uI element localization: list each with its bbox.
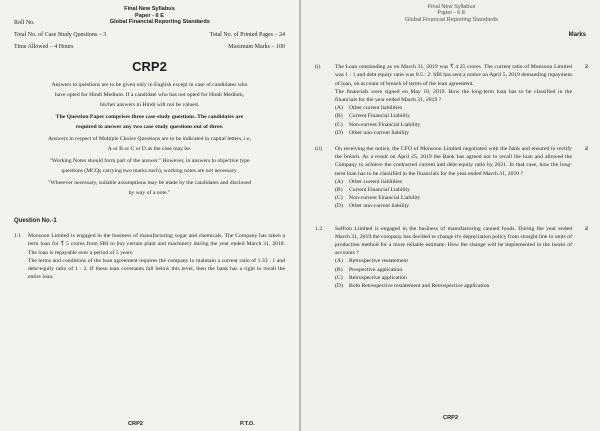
- left-page: [0, 0, 299, 431]
- question-paragraph: The Loan outstanding as on March 31, 2019 was ₹ 4.25 crores. The current ratio of Monsoon Limited was 1 : 1 and debt equity ratio was 0.5 : 2. SBI has sent a notice on April 5, 2019 demanding repayment of loan, on account of breach of terms of the loan agreement.: [335, 64, 572, 87]
- pto-label: P.T.O.: [240, 421, 255, 427]
- option-b: (B) Current Financial Liability: [335, 113, 410, 120]
- paper-header: [14, 6, 285, 19]
- option-a: (A) Other current liabilities: [335, 178, 403, 185]
- time-row: [14, 43, 285, 51]
- syllabus-label: Final New Syllabus: [124, 6, 175, 12]
- paper-number: Paper - 6 E: [437, 10, 466, 17]
- option-c: (C) Non-current Financial Liability: [335, 121, 421, 128]
- option-a: (A) Other current liabilities: [335, 105, 403, 112]
- marks-value: 2: [585, 64, 588, 71]
- mcq-instruction-1: Answers in respect of Multiple Choice Questions are to be indicated in capital letters, i.e,: [48, 136, 251, 143]
- footer-code: CRP2: [128, 421, 143, 427]
- marks-value: 2: [585, 225, 588, 232]
- question-1-1: [14, 232, 285, 281]
- question-paragraph: Monsoon Limited is engaged in the business of manufacturing sugar and chemicals. The Company has taken a term loan for ₹ 5 crores from SBI to buy certain plant and machinery during the year ended March 31, 2018. The loan is repayable over a period of 5 years.: [28, 233, 285, 256]
- mcq-instruction-2: A or B or C or D as the case may be.: [107, 146, 192, 153]
- option-b: (B) Current Financial Liability: [335, 187, 410, 194]
- sub-question-number: 1.2: [315, 225, 323, 232]
- marks-column-label: Marks: [568, 32, 586, 38]
- language-instruction-1: Answers to questions are to be given only in English except in case of candidates who: [51, 82, 248, 89]
- question-paragraph: The financials were signed on May 10, 2019. How the long-term loan has to be classified in the financials for the year ended March 31, 2019 ?: [335, 88, 572, 104]
- working-notes-1: "Working Notes should form part of the answer." However, in answers to objective type: [49, 158, 250, 165]
- paper-code: CRP2: [132, 59, 167, 75]
- sub-question-number: (ii): [315, 146, 322, 153]
- question-title: Question No.-1: [14, 218, 57, 225]
- working-notes-2: questions (MCQs carrying two marks each), working notes are not necessary.: [61, 168, 238, 175]
- option-d: (D) Both Retrospective restatement and Retrospective application: [335, 283, 490, 290]
- footer-code: CRP2: [443, 415, 458, 421]
- paper-subject: Global Financial Reporting Standards: [405, 16, 498, 23]
- right-footer: [301, 415, 600, 421]
- option-c: (C) Retrospective application: [335, 274, 407, 281]
- option-c: (C) Non-current Financial Liability: [335, 195, 421, 202]
- option-b: (B) Prospective application: [335, 266, 403, 273]
- assumptions-1: "Wherever necessary, suitable assumptions may be made by the candidates and disclosed: [48, 180, 251, 187]
- case-study-instruction-1: The Question Paper comprises three case study questions. The candidates are: [55, 114, 244, 121]
- question-number: 1.1: [14, 233, 22, 240]
- paper-number: Paper - 6 E: [135, 12, 164, 19]
- syllabus-label: Final New Syllabus: [427, 4, 476, 10]
- language-instruction-3: his/her answers in Hindi will not be valued.: [99, 102, 200, 109]
- marks-value: 2: [585, 146, 588, 153]
- assumptions-2: by way of a note.": [128, 190, 171, 197]
- roll-no-label: Roll No.: [14, 20, 35, 27]
- language-instruction-2: have opted for Hindi Medium. If a candidate who has not opted for Hindi Medium,: [54, 92, 245, 99]
- roll-row: [14, 19, 285, 27]
- time-allowed: Time Allowed – 4 Hours: [14, 44, 74, 51]
- count-row: [14, 31, 285, 39]
- option-d: (D) Other non-current liability: [335, 129, 410, 136]
- total-questions: Total No. of Case Study Questions – 3: [14, 32, 107, 39]
- paper-header: [315, 4, 588, 23]
- question-paragraph: On receiving the notice, the CFO of Monsoon Limited negotiated with the bank and ensured to rectify the breach. As a result on April 25, 2019 the Bank has agreed not to recall the loan and allowed the Company to achieve the contracted current and debt-equity ratio by 2021. In that case, how the long-term loan has to be classified in the financials for the year ended March 31, 2019 ?: [335, 146, 572, 177]
- paper-subject: Global Financial Reporting Standards: [109, 19, 210, 26]
- question-1-2: [315, 225, 588, 291]
- total-pages: Total No. of Printed Pages – 24: [209, 32, 285, 39]
- case-study-instruction-2: required to answer any two case study questions out of three.: [75, 124, 224, 131]
- sub-question-ii: [315, 145, 588, 211]
- maximum-marks: Maximum Marks – 100: [228, 44, 285, 51]
- sub-question-i: [315, 63, 588, 137]
- question-paragraph: Saffron Limited is engaged in the business of manufacturing canned foods. During the year ended March 31, 2019 the company has decided to change it's depreciation policy from straight line to units of production method for a more reliable estimate. How the change will be implemented in the books of accounts ?: [335, 225, 572, 257]
- option-a: (A) Retrospective restatement: [335, 258, 408, 265]
- option-d: (D) Other non-current liability: [335, 203, 410, 210]
- right-page: [301, 0, 600, 431]
- question-paragraph: The terms and conditions of the loan agreement requires the company to maintain a current ratio of 1.33 : 1 and debt-equity ratio of 1 : 2. If these loan covenants fall below this level, then the bank has a right to recall the entire loan.: [28, 257, 285, 281]
- sub-question-number: (i): [315, 64, 321, 71]
